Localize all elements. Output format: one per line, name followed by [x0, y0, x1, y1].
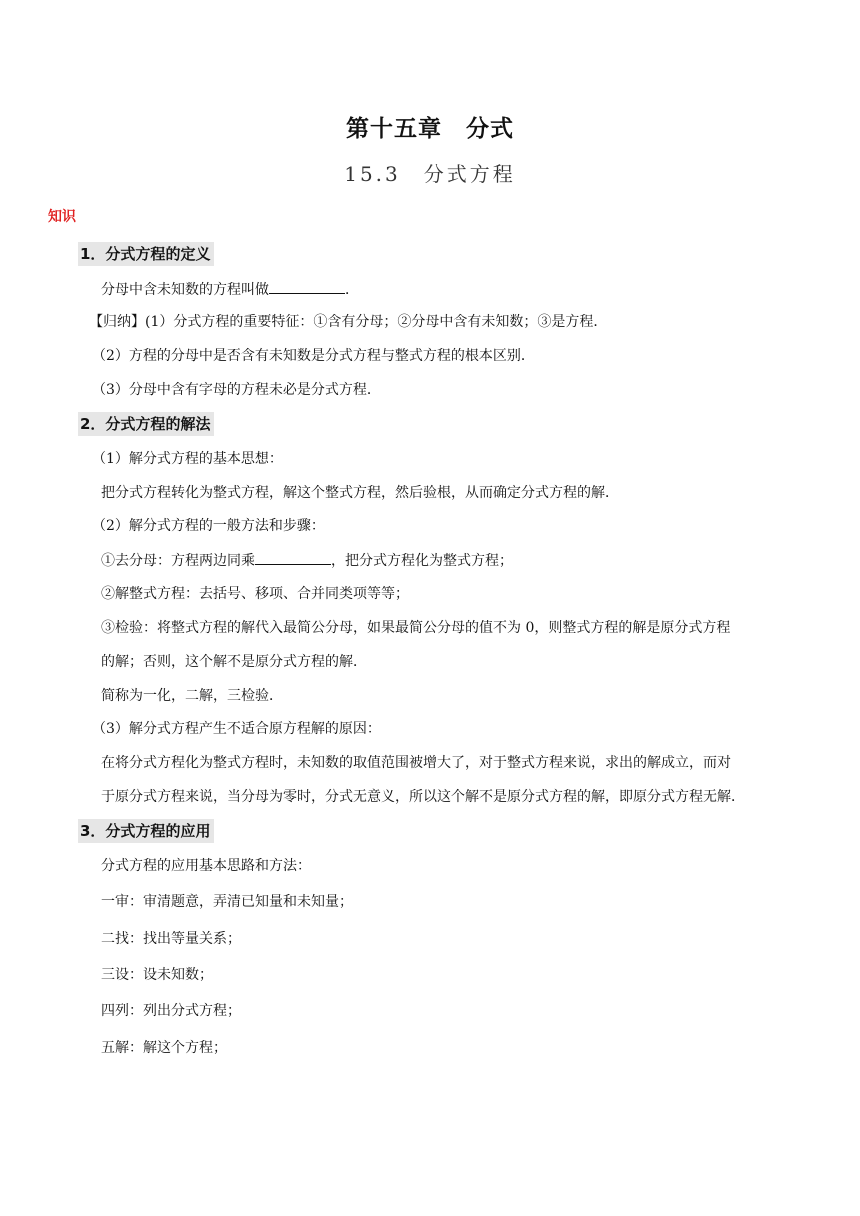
text-line: ③检验：将整式方程的解代入最简公分母，如果最简公分母的值不为 0，则整式方程的解是原分式方程 — [101, 620, 731, 636]
heading-solution-method: 2．分式方程的解法 — [78, 412, 214, 436]
text-line: 于原分式方程来说，当分母为零时，分式无意义，所以这个解不是原分式方程的解，即原分式方程无解． — [101, 789, 745, 805]
summary-line: 【归纳】(1）分式方程的重要特征：①含有分母；②分母中含有未知数；③是方程． — [89, 314, 608, 330]
chapter-title: 第十五章 分式 — [346, 116, 514, 142]
text-line: ②解整式方程：去括号、移项、合并同类项等等； — [101, 586, 409, 602]
text-line: （2）解分式方程的一般方法和步骤： — [92, 518, 325, 534]
section-title: 15.3 分式方程 — [344, 162, 516, 186]
text-line: 在将分式方程化为整式方程时，未知数的取值范围被增大了，对于整式方程来说，求出的解成立，而对 — [101, 755, 731, 771]
definition-fill-text: 分母中含未知数的方程叫做 — [101, 282, 269, 298]
text-line: 分式方程的应用基本思路和方法： — [101, 858, 311, 874]
text-line: 四列：列出分式方程； — [101, 1003, 241, 1019]
text-line: 一审：审清题意，弄清已知量和未知量； — [101, 894, 353, 910]
text-line: 五解：解这个方程； — [101, 1040, 227, 1056]
text-line: 把分式方程转化为整式方程，解这个整式方程，然后验根，从而确定分式方程的解． — [101, 485, 619, 501]
text-line: 简称为一化，二解，三检验． — [101, 688, 283, 704]
heading-definition: 1．分式方程的定义 — [78, 242, 214, 266]
definition-fill-line — [101, 279, 359, 300]
step-fill-text: ①去分母：方程两边同乘 — [101, 553, 255, 569]
text-line: （2）方程的分母中是否含有未知数是分式方程与整式方程的根本区别． — [92, 348, 535, 364]
definition-fill-end: ． — [345, 282, 359, 298]
text-line: （1）解分式方程的基本思想： — [92, 451, 283, 467]
answer-blank — [255, 550, 331, 565]
text-line: 二找：找出等量关系； — [101, 931, 241, 947]
text-line: 三设：设未知数； — [101, 967, 213, 983]
text-line: （3）解分式方程产生不适合原方程解的原因： — [92, 721, 381, 737]
step-fill-line — [101, 550, 513, 571]
heading-application: 3．分式方程的应用 — [78, 819, 214, 843]
step-fill-end: ，把分式方程化为整式方程； — [331, 553, 513, 569]
knowledge-label: 知识 — [48, 209, 76, 225]
text-line: （3）分母中含有字母的方程未必是分式方程． — [92, 382, 381, 398]
text-line: 的解；否则，这个解不是原分式方程的解． — [101, 654, 367, 670]
answer-blank — [269, 279, 345, 294]
